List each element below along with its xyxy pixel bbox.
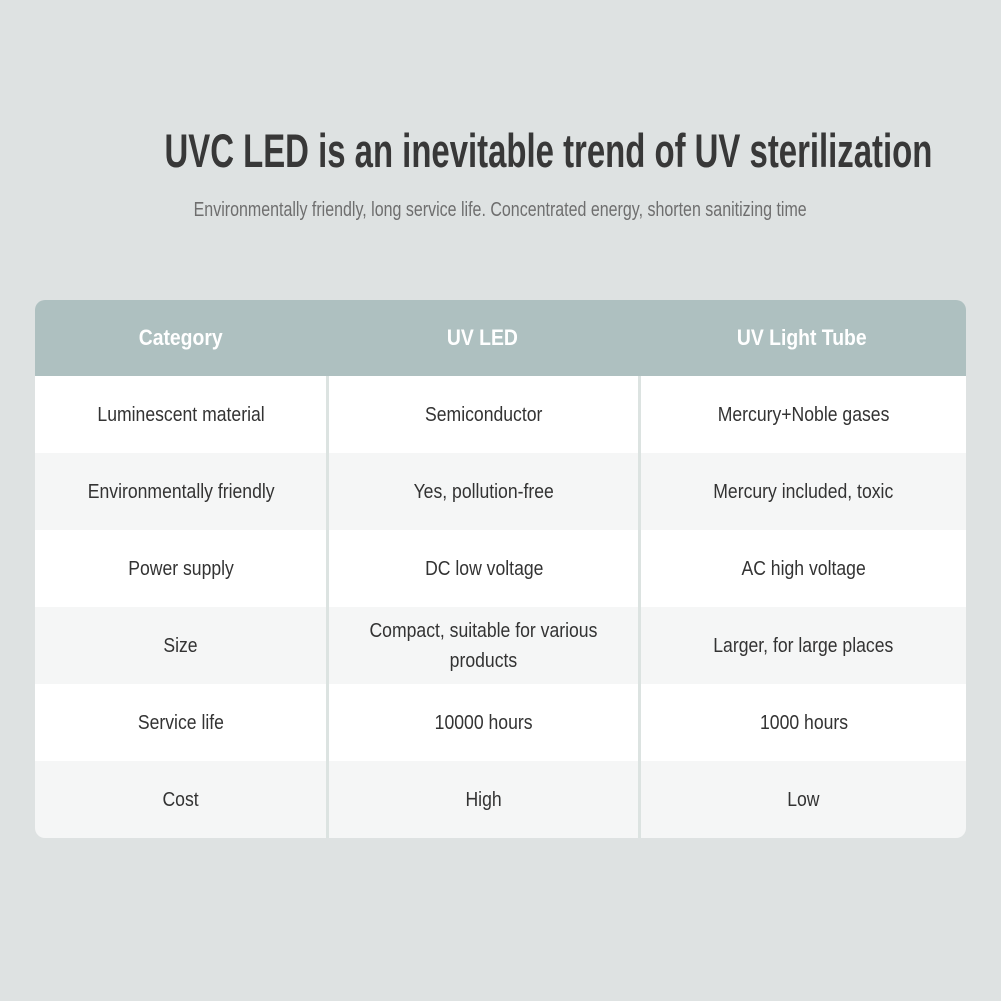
table-cell	[35, 607, 326, 684]
table-row-luminescent-material	[35, 376, 966, 453]
table-cell	[326, 453, 638, 530]
page-subtitle	[0, 197, 1001, 223]
cell-text: Power supply	[127, 557, 234, 580]
cell-text: Size	[163, 634, 198, 657]
table-cell	[638, 376, 966, 453]
table-header-row	[35, 300, 966, 376]
column-header-uv-led	[326, 300, 638, 376]
table-cell	[326, 684, 638, 761]
table-cell	[638, 530, 966, 607]
cell-text: Luminescent material	[97, 403, 265, 426]
page-subtitle-text: Environmentally friendly, long service life. Concentrated energy, shorten sanitizing time	[193, 199, 808, 221]
page-title	[0, 122, 1001, 180]
cell-text: Compact, suitable for various products	[369, 619, 598, 672]
column-header-category	[35, 300, 326, 376]
cell-text: High	[465, 788, 502, 811]
table-cell	[35, 453, 326, 530]
cell-text: Yes, pollution-free	[413, 480, 554, 503]
table-cell	[326, 761, 638, 838]
column-header-uv-light-tube	[638, 300, 966, 376]
cell-text: Mercury+Noble gases	[717, 403, 890, 426]
column-header-text: UV LED	[446, 325, 518, 350]
cell-text: Low	[787, 788, 820, 811]
cell-text: Larger, for large places	[713, 634, 894, 657]
table-cell	[638, 607, 966, 684]
table-row-power-supply	[35, 530, 966, 607]
comparison-table	[35, 300, 966, 838]
table-row-environmentally-friendly	[35, 453, 966, 530]
cell-text: AC high voltage	[741, 557, 866, 580]
table-cell	[35, 376, 326, 453]
table-row-service-life	[35, 684, 966, 761]
cell-text: Mercury included, toxic	[713, 480, 894, 503]
table-cell	[35, 761, 326, 838]
cell-text: 10000 hours	[434, 711, 533, 734]
cell-text: Cost	[162, 788, 199, 811]
table-row-cost	[35, 761, 966, 838]
cell-text: DC low voltage	[424, 557, 544, 580]
page-title-text: UVC LED is an inevitable trend of UV sterilization	[164, 124, 933, 177]
table-cell	[638, 761, 966, 838]
table-row-size	[35, 607, 966, 684]
cell-text: 1000 hours	[759, 711, 848, 734]
table-cell	[326, 376, 638, 453]
column-header-text: Category	[138, 325, 223, 350]
column-header-text: UV Light Tube	[737, 325, 867, 350]
table-cell	[326, 530, 638, 607]
cell-text: Semiconductor	[425, 403, 543, 426]
table-cell	[638, 684, 966, 761]
table-cell	[35, 684, 326, 761]
cell-text: Service life	[137, 711, 224, 734]
cell-text: Environmentally friendly	[87, 480, 275, 503]
table-cell	[35, 530, 326, 607]
table-cell	[326, 607, 638, 684]
table-cell	[638, 453, 966, 530]
